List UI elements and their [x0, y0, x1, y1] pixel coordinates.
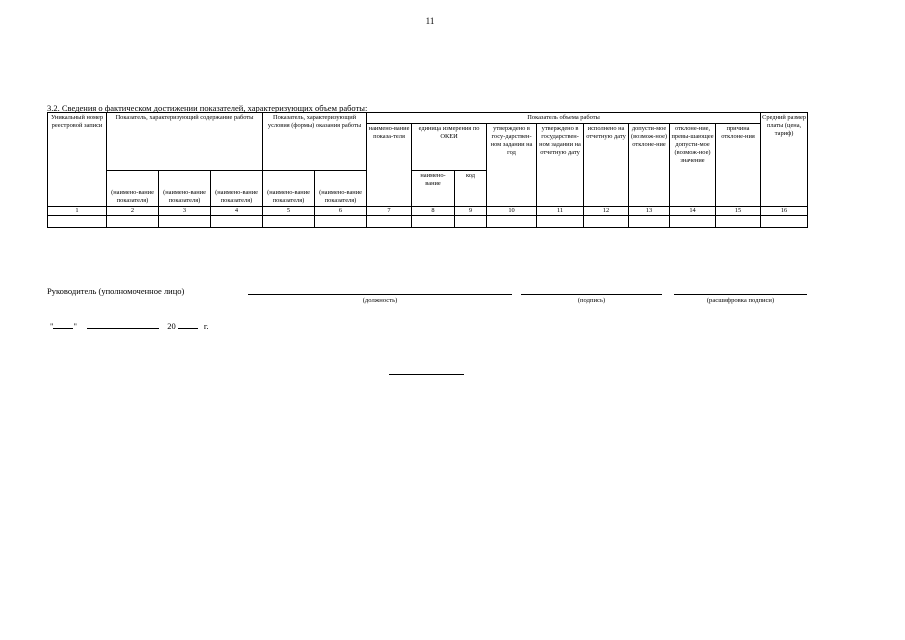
header-okei-unit: единица измерения по ОКЕИ — [412, 124, 487, 171]
column-number: 13 — [629, 207, 670, 216]
year-suffix: г. — [203, 321, 209, 331]
column-number: 1 — [48, 207, 107, 216]
table-cell[interactable] — [107, 216, 159, 228]
header-content-placeholder-2: (наимено-вание показателя) — [159, 171, 211, 207]
work-volume-table — [47, 112, 808, 228]
header-okei-code: код — [455, 171, 487, 207]
position-caption: (должность) — [362, 297, 398, 304]
table-cell[interactable] — [670, 216, 716, 228]
table-cell[interactable] — [537, 216, 584, 228]
date-open-quote: " — [50, 321, 54, 331]
section-title: 3.2. Сведения о фактическом достижении показателей, характеризующих объем работы: — [47, 103, 368, 113]
header-executed-date: исполнено на отчетную дату — [584, 124, 629, 207]
header-content-indicator: Показатель, характеризующий содержание работы — [107, 113, 263, 171]
column-number: 12 — [584, 207, 629, 216]
date-close-quote: " — [73, 321, 77, 331]
day-blank[interactable] — [53, 320, 73, 329]
page-number: 11 — [425, 16, 435, 26]
column-number: 14 — [670, 207, 716, 216]
column-number: 5 — [263, 207, 315, 216]
column-number: 3 — [159, 207, 211, 216]
table-cell[interactable] — [48, 216, 107, 228]
table-cell[interactable] — [455, 216, 487, 228]
header-okei-name: наимено-вание — [412, 171, 455, 207]
table-cell[interactable] — [487, 216, 537, 228]
decoding-caption: (расшифровка подписи) — [706, 297, 775, 304]
table-cell[interactable] — [716, 216, 761, 228]
table-cell[interactable] — [761, 216, 808, 228]
header-unique-number: Уникальный номер реестровой записи — [48, 113, 107, 207]
table-cell[interactable] — [367, 216, 412, 228]
column-number: 7 — [367, 207, 412, 216]
signature-caption: (подпись) — [577, 297, 606, 304]
header-indicator-name: наимено-вание показа-теля — [367, 124, 412, 207]
table-row — [48, 216, 808, 228]
table-cell[interactable] — [315, 216, 367, 228]
column-number: 15 — [716, 207, 761, 216]
table-cell[interactable] — [263, 216, 315, 228]
table-cell[interactable] — [211, 216, 263, 228]
header-content-placeholder-3: (наимено-вание показателя) — [211, 171, 263, 207]
column-number: 6 — [315, 207, 367, 216]
decoding-line[interactable] — [674, 294, 807, 295]
year-blank[interactable] — [178, 320, 198, 329]
header-conditions-indicator: Показатель, характеризующий условия (формы) оказания работы — [263, 113, 367, 171]
column-number: 4 — [211, 207, 263, 216]
footer-separator — [389, 374, 464, 375]
header-conditions-placeholder-1: (наимено-вание показателя) — [263, 171, 315, 207]
month-blank[interactable] — [87, 320, 159, 329]
header-conditions-placeholder-2: (наимено-вание показателя) — [315, 171, 367, 207]
column-number: 2 — [107, 207, 159, 216]
table-cell[interactable] — [412, 216, 455, 228]
header-approved-date: утверждено в государствен-ном задании на отчетную дату — [537, 124, 584, 207]
signature-line[interactable] — [521, 294, 662, 295]
header-content-placeholder-1: (наимено-вание показателя) — [107, 171, 159, 207]
signatory-label: Руководитель (уполномоченное лицо) — [47, 286, 185, 296]
header-allowed-deviation: допусти-мое (возмож-ное) отклоне-ние — [629, 124, 670, 207]
column-number: 16 — [761, 207, 808, 216]
table-cell[interactable] — [584, 216, 629, 228]
column-number: 11 — [537, 207, 584, 216]
header-average-fee: Средний размер платы (цена, тариф) — [761, 113, 808, 207]
header-approved-year: утверждено в госу-дарствен-ном задании на год — [487, 124, 537, 207]
header-deviation-reason: причина отклоне-ния — [716, 124, 761, 207]
position-line[interactable] — [248, 294, 512, 295]
column-number: 10 — [487, 207, 537, 216]
table-cell[interactable] — [159, 216, 211, 228]
year-prefix: 20 — [167, 321, 176, 331]
table-cell[interactable] — [629, 216, 670, 228]
date-row — [50, 320, 209, 331]
header-deviation-exceeding: отклоне-ние, превы-шающее допусти-мое (возмож-ное) значение — [670, 124, 716, 207]
column-number: 9 — [455, 207, 487, 216]
column-number: 8 — [412, 207, 455, 216]
header-volume-indicator: Показатель объема работы — [367, 113, 761, 124]
